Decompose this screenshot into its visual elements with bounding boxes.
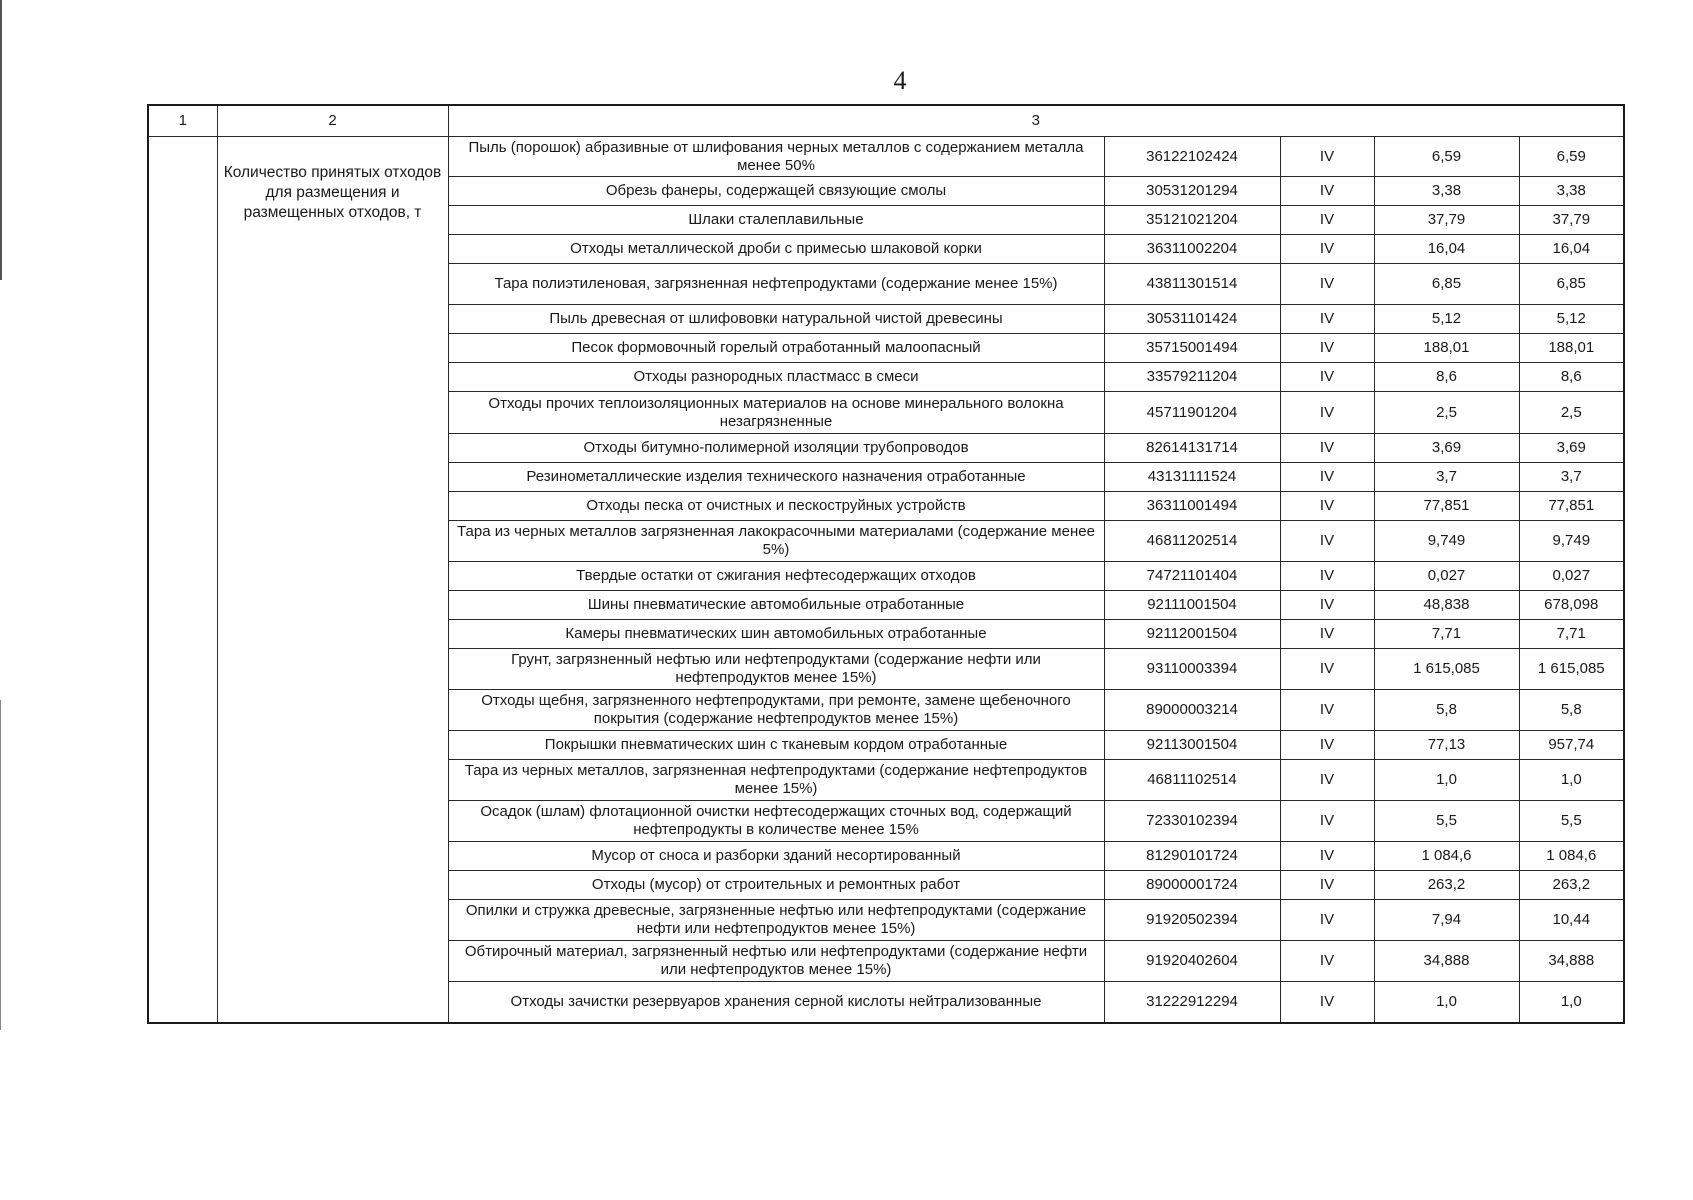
amount-placed-cell: 7,71 (1519, 620, 1624, 649)
table-row (148, 137, 1624, 177)
amount-received-cell: 5,12 (1374, 305, 1519, 334)
fkko-code-cell: 35715001494 (1104, 334, 1280, 363)
amount-received-cell: 6,85 (1374, 264, 1519, 305)
amount-received-cell: 0,027 (1374, 562, 1519, 591)
fkko-code-cell: 92112001504 (1104, 620, 1280, 649)
waste-name-cell: Камеры пневматических шин автомобильных отработанные (448, 620, 1104, 649)
fkko-code-cell: 92113001504 (1104, 731, 1280, 760)
hazard-class-cell: IV (1280, 392, 1374, 434)
fkko-code-cell: 36311001494 (1104, 492, 1280, 521)
amount-received-cell: 2,5 (1374, 392, 1519, 434)
waste-name-cell: Отходы битумно-полимерной изоляции трубопроводов (448, 434, 1104, 463)
amount-received-cell: 8,6 (1374, 363, 1519, 392)
waste-name-cell: Тара из черных металлов загрязненная лакокрасочными материалами (содержание менее 5%) (448, 521, 1104, 562)
amount-placed-cell: 9,749 (1519, 521, 1624, 562)
row-number-cell (148, 137, 217, 1023)
waste-name-cell: Пыль древесная от шлифововки натуральной чистой древесины (448, 305, 1104, 334)
amount-placed-cell: 2,5 (1519, 392, 1624, 434)
amount-placed-cell: 34,888 (1519, 941, 1624, 982)
hazard-class-cell: IV (1280, 492, 1374, 521)
waste-name-cell: Покрышки пневматических шин с тканевым кордом отработанные (448, 731, 1104, 760)
waste-name-cell: Отходы металлической дроби с примесью шлаковой корки (448, 235, 1104, 264)
amount-placed-cell: 6,59 (1519, 137, 1624, 177)
amount-received-cell: 77,13 (1374, 731, 1519, 760)
amount-received-cell: 34,888 (1374, 941, 1519, 982)
hazard-class-cell: IV (1280, 941, 1374, 982)
amount-placed-cell: 77,851 (1519, 492, 1624, 521)
waste-name-cell: Пыль (порошок) абразивные от шлифования черных металлов с содержанием металла менее 50% (448, 137, 1104, 177)
amount-received-cell: 7,94 (1374, 900, 1519, 941)
waste-name-cell: Шлаки сталеплавильные (448, 206, 1104, 235)
hazard-class-cell: IV (1280, 363, 1374, 392)
amount-placed-cell: 6,85 (1519, 264, 1624, 305)
waste-name-cell: Шины пневматические автомобильные отработанные (448, 591, 1104, 620)
header-col-1: 1 (148, 105, 217, 137)
waste-name-cell: Отходы прочих теплоизоляционных материалов на основе минерального волокна незагрязненные (448, 392, 1104, 434)
waste-name-cell: Отходы щебня, загрязненного нефтепродуктами, при ремонте, замене щебеночного покрытия (содержание нефтепродуктов менее 15%) (448, 690, 1104, 731)
hazard-class-cell: IV (1280, 690, 1374, 731)
amount-received-cell: 188,01 (1374, 334, 1519, 363)
amount-placed-cell: 1 615,085 (1519, 649, 1624, 690)
fkko-code-cell: 46811202514 (1104, 521, 1280, 562)
hazard-class-cell: IV (1280, 434, 1374, 463)
amount-placed-cell: 10,44 (1519, 900, 1624, 941)
amount-received-cell: 1,0 (1374, 982, 1519, 1023)
amount-received-cell: 3,38 (1374, 177, 1519, 206)
hazard-class-cell: IV (1280, 620, 1374, 649)
fkko-code-cell: 91920502394 (1104, 900, 1280, 941)
amount-received-cell: 1 615,085 (1374, 649, 1519, 690)
waste-name-cell: Отходы песка от очистных и пескоструйных устройств (448, 492, 1104, 521)
waste-name-cell: Опилки и стружка древесные, загрязненные нефтью или нефтепродуктами (содержание нефти или нефтепродуктов менее 15%) (448, 900, 1104, 941)
header-col-2: 2 (217, 105, 448, 137)
amount-placed-cell: 957,74 (1519, 731, 1624, 760)
hazard-class-cell: IV (1280, 264, 1374, 305)
waste-name-cell: Отходы зачистки резервуаров хранения серной кислоты нейтрализованные (448, 982, 1104, 1023)
hazard-class-cell: IV (1280, 731, 1374, 760)
fkko-code-cell: 89000001724 (1104, 871, 1280, 900)
waste-name-cell: Песок формовочный горелый отработанный малоопасный (448, 334, 1104, 363)
fkko-code-cell: 35121021204 (1104, 206, 1280, 235)
header-row (148, 105, 1624, 137)
amount-received-cell: 3,7 (1374, 463, 1519, 492)
indicator-label: Количество принятых отходов для размещения и размещенных отходов, т (217, 137, 448, 1023)
hazard-class-cell: IV (1280, 842, 1374, 871)
waste-table (147, 104, 1625, 1024)
amount-placed-cell: 3,38 (1519, 177, 1624, 206)
fkko-code-cell: 93110003394 (1104, 649, 1280, 690)
hazard-class-cell: IV (1280, 871, 1374, 900)
page-number: 4 (893, 66, 907, 95)
fkko-code-cell: 89000003214 (1104, 690, 1280, 731)
amount-placed-cell: 0,027 (1519, 562, 1624, 591)
amount-placed-cell: 5,8 (1519, 690, 1624, 731)
waste-name-cell: Обрезь фанеры, содержащей связующие смолы (448, 177, 1104, 206)
hazard-class-cell: IV (1280, 137, 1374, 177)
hazard-class-cell: IV (1280, 206, 1374, 235)
waste-name-cell: Резинометаллические изделия технического назначения отработанные (448, 463, 1104, 492)
hazard-class-cell: IV (1280, 649, 1374, 690)
amount-received-cell: 1 084,6 (1374, 842, 1519, 871)
waste-name-cell: Отходы (мусор) от строительных и ремонтных работ (448, 871, 1104, 900)
amount-placed-cell: 5,5 (1519, 801, 1624, 842)
fkko-code-cell: 91920402604 (1104, 941, 1280, 982)
waste-name-cell: Обтирочный материал, загрязненный нефтью или нефтепродуктами (содержание нефти или нефтепродуктов менее 15%) (448, 941, 1104, 982)
hazard-class-cell: IV (1280, 334, 1374, 363)
scan-edge-mark (0, 0, 2, 280)
fkko-code-cell: 30531201294 (1104, 177, 1280, 206)
amount-placed-cell: 3,69 (1519, 434, 1624, 463)
amount-received-cell: 9,749 (1374, 521, 1519, 562)
hazard-class-cell: IV (1280, 562, 1374, 591)
amount-placed-cell: 188,01 (1519, 334, 1624, 363)
amount-placed-cell: 1,0 (1519, 982, 1624, 1023)
hazard-class-cell: IV (1280, 591, 1374, 620)
header-col-3: 3 (448, 105, 1624, 137)
amount-received-cell: 1,0 (1374, 760, 1519, 801)
fkko-code-cell: 92111001504 (1104, 591, 1280, 620)
amount-received-cell: 48,838 (1374, 591, 1519, 620)
fkko-code-cell: 46811102514 (1104, 760, 1280, 801)
waste-name-cell: Твердые остатки от сжигания нефтесодержащих отходов (448, 562, 1104, 591)
amount-placed-cell: 1,0 (1519, 760, 1624, 801)
fkko-code-cell: 82614131714 (1104, 434, 1280, 463)
hazard-class-cell: IV (1280, 177, 1374, 206)
amount-received-cell: 77,851 (1374, 492, 1519, 521)
fkko-code-cell: 74721101404 (1104, 562, 1280, 591)
fkko-code-cell: 43811301514 (1104, 264, 1280, 305)
waste-name-cell: Осадок (шлам) флотационной очистки нефтесодержащих сточных вод, содержащий нефтепродукты в количестве менее 15% (448, 801, 1104, 842)
waste-name-cell: Грунт, загрязненный нефтью или нефтепродуктами (содержание нефти или нефтепродуктов менее 15%) (448, 649, 1104, 690)
fkko-code-cell: 72330102394 (1104, 801, 1280, 842)
fkko-code-cell: 30531101424 (1104, 305, 1280, 334)
amount-received-cell: 3,69 (1374, 434, 1519, 463)
amount-received-cell: 5,5 (1374, 801, 1519, 842)
hazard-class-cell: IV (1280, 760, 1374, 801)
waste-name-cell: Отходы разнородных пластмасс в смеси (448, 363, 1104, 392)
fkko-code-cell: 43131111524 (1104, 463, 1280, 492)
fkko-code-cell: 45711901204 (1104, 392, 1280, 434)
amount-placed-cell: 37,79 (1519, 206, 1624, 235)
hazard-class-cell: IV (1280, 305, 1374, 334)
amount-received-cell: 263,2 (1374, 871, 1519, 900)
waste-name-cell: Мусор от сноса и разборки зданий несортированный (448, 842, 1104, 871)
fkko-code-cell: 31222912294 (1104, 982, 1280, 1023)
amount-received-cell: 5,8 (1374, 690, 1519, 731)
amount-received-cell: 37,79 (1374, 206, 1519, 235)
waste-name-cell: Тара полиэтиленовая, загрязненная нефтепродуктами (содержание менее 15%) (448, 264, 1104, 305)
scan-edge-mark (0, 700, 1, 1030)
amount-received-cell: 7,71 (1374, 620, 1519, 649)
fkko-code-cell: 36311002204 (1104, 235, 1280, 264)
hazard-class-cell: IV (1280, 235, 1374, 264)
hazard-class-cell: IV (1280, 801, 1374, 842)
fkko-code-cell: 81290101724 (1104, 842, 1280, 871)
amount-placed-cell: 5,12 (1519, 305, 1624, 334)
hazard-class-cell: IV (1280, 900, 1374, 941)
amount-placed-cell: 263,2 (1519, 871, 1624, 900)
amount-placed-cell: 1 084,6 (1519, 842, 1624, 871)
amount-placed-cell: 8,6 (1519, 363, 1624, 392)
amount-received-cell: 6,59 (1374, 137, 1519, 177)
hazard-class-cell: IV (1280, 982, 1374, 1023)
hazard-class-cell: IV (1280, 463, 1374, 492)
fkko-code-cell: 33579211204 (1104, 363, 1280, 392)
hazard-class-cell: IV (1280, 521, 1374, 562)
amount-placed-cell: 3,7 (1519, 463, 1624, 492)
amount-received-cell: 16,04 (1374, 235, 1519, 264)
amount-placed-cell: 16,04 (1519, 235, 1624, 264)
amount-placed-cell: 678,098 (1519, 591, 1624, 620)
fkko-code-cell: 36122102424 (1104, 137, 1280, 177)
waste-name-cell: Тара из черных металлов, загрязненная нефтепродуктами (содержание нефтепродуктов менее 15%) (448, 760, 1104, 801)
